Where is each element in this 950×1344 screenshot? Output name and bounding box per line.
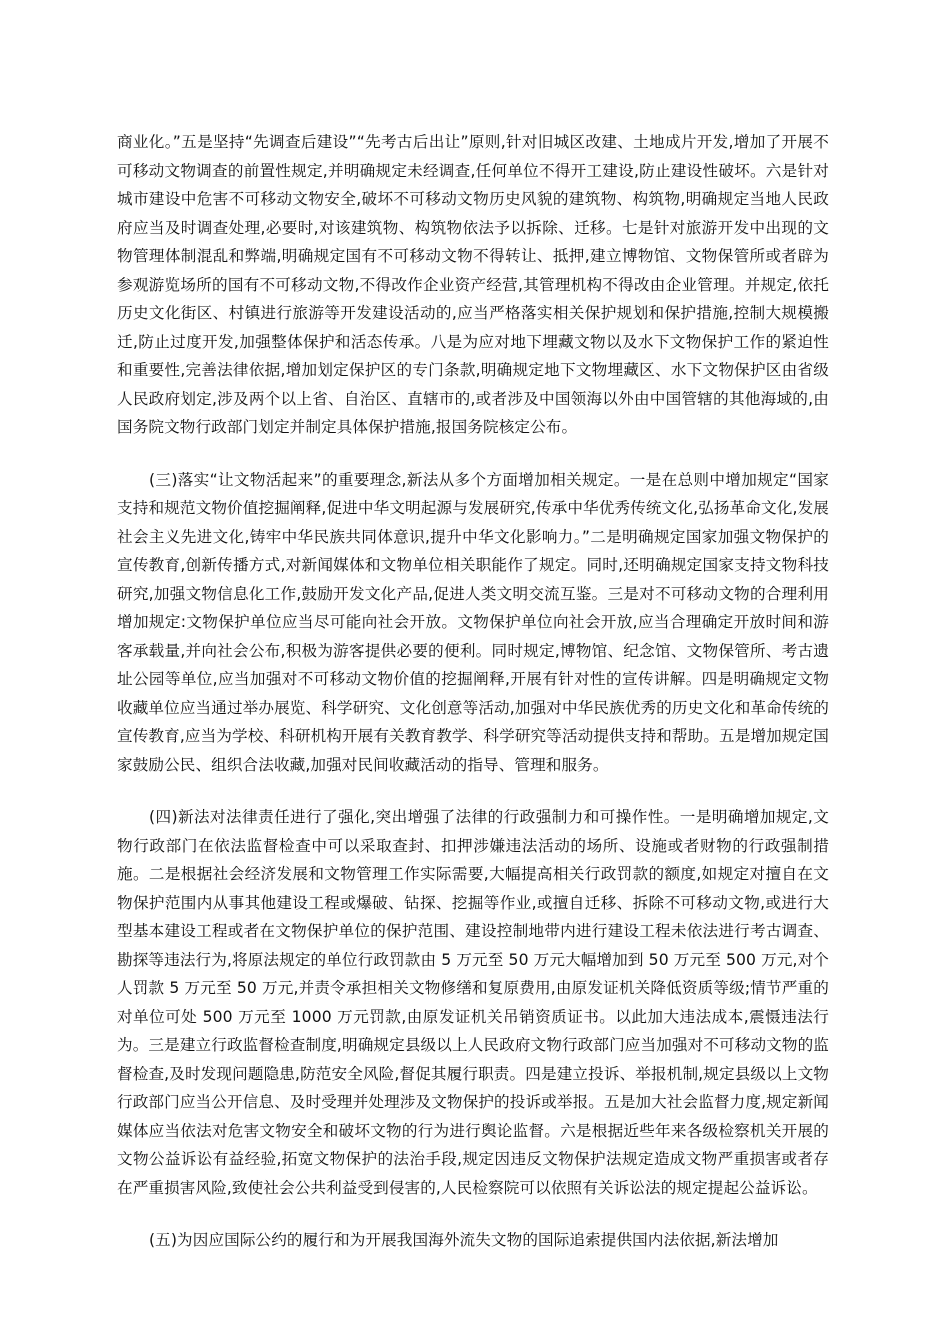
paragraph-spacer: [117, 779, 829, 803]
paragraph-spacer: [117, 1202, 829, 1226]
paragraph-heritage-protection-continued: 商业化。”五是坚持“先调查后建设”“先考古后出让”原则,针对旧城区改建、土地成片开发,增加了开展不可移动文物调查的前置性规定,并明确规定未经调查,任何单位不得开工建设,防止建设性破坏。六是针对城市建设中危害不可移动文物安全,破坏不可移动文物历史风貌的建筑物、构筑物,明确规定当地人民政府应当及时调查处理,必要时,对该建筑物、构筑物依法予以拆除、迁移。七是针对旅游开发中出现的文物管理体制混乱和弊端,明确规定国有不可移动文物不得转让、抵押,建立博物馆、文物保管所或者辟为参观游览场所的国有不可移动文物,不得改作企业资产经营,其管理机构不得改由企业管理。并规定,依托历史文化街区、村镇进行旅游等开发建设活动的,应当严格落实相关保护规划和保护措施,控制大规模搬迁,防止过度开发,加强整体保护和活态传承。八是为应对地下埋藏文物以及水下文物保护工作的紧迫性和重要性,完善法律依据,增加划定保护区的专门条款,明确规定地下文物埋藏区、水下文物保护区由省级人民政府划定,涉及两个以上省、自治区、直辖市的,或者涉及中国领海以外由中国管辖的其他海域的,由国务院文物行政部门划定并制定具体保护措施,报国务院核定公布。: [117, 133, 829, 436]
document-body: [117, 128, 829, 1255]
paragraph-spacer: [117, 442, 829, 466]
paragraph-section-5: (五)为因应国际公约的履行和为开展我国海外流失文物的国际追索提供国内法依据,新法增加: [149, 1231, 779, 1249]
paragraph-section-4: (四)新法对法律责任进行了强化,突出增强了法律的行政强制力和可操作性。一是明确增加规定,文物行政部门在依法监督检查中可以采取查封、扣押涉嫌违法活动的场所、设施或者财物的行政强制措施。二是根据社会经济发展和文物管理工作实际需要,大幅提高相关行政罚款的额度,如规定对擅自在文物保护范围内从事其他建设工程或爆破、钻探、挖掘等作业,或擅自迁移、拆除不可移动文物,或进行大型基本建设工程或者在文物保护单位的保护范围、建设控制地带内进行建设工程未依法进行考古调查、勘探等违法行为,将原法规定的单位行政罚款由 5 万元至 50 万元大幅增加到 50 万元至 500 万元,对个人罚款 5 万元至 50 万元,并责令承担相关文物修缮和复原费用,由原发证机关降低资质等级;情节严重的对单位可处 500 万元至 1000 万元罚款,由原发证机关吊销资质证书。以此加大违法成本,震慑违法行为。三是建立行政监督检查制度,明确规定县级以上人民政府文物行政部门应当加强对不可移动文物的监督检查,及时发现问题隐患,防范安全风险,督促其履行职责。四是建立投诉、举报机制,规定县级以上文物行政部门应当公开信息、及时受理并处理涉及文物保护的投诉或举报。五是加大社会监督力度,规定新闻媒体应当依法对危害文物安全和破坏文物的行为进行舆论监督。六是根据近些年来各级检察机关开展的文物公益诉讼有益经验,拓宽文物保护的法治手段,规定因违反文物保护法规定造成文物严重损害或者存在严重损害风险,致使社会公共利益受到侵害的,人民检察院可以依照有关诉讼法的规定提起公益诉讼。: [117, 808, 829, 1197]
paragraph-section-3: (三)落实“让文物活起来”的重要理念,新法从多个方面增加相关规定。一是在总则中增加规定“国家支持和规范文物价值挖掘阐释,促进中华文明起源与发展研究,传承中华优秀传统文化,弘扬革命文化,发展社会主义先进文化,铸牢中华民族共同体意识,提升中华文化影响力。”二是明确规定国家加强文物保护的宣传教育,创新传播方式,对新闻媒体和文物单位相关职能作了规定。同时,还明确规定国家支持文物科技研究,加强文物信息化工作,鼓励开发文化产品,促进人类文明交流互鉴。三是对不可移动文物的合理利用增加规定:文物保护单位应当尽可能向社会开放。文物保护单位向社会开放,应当合理确定开放时间和游客承载量,并向社会公布,积极为游客提供必要的便利。同时规定,博物馆、纪念馆、文物保管所、考古遗址公园等单位,应当加强对不可移动文物价值的挖掘阐释,开展有针对性的宣传讲解。四是明确规定文物收藏单位应当通过举办展览、科学研究、文化创意等活动,加强对中华民族优秀的历史文化和革命传统的宣传教育,应当为学校、科研机构开展有关教育教学、科学研究等活动提供支持和帮助。五是增加规定国家鼓励公民、组织合法收藏,加强对民间收藏活动的指导、管理和服务。: [117, 470, 829, 774]
